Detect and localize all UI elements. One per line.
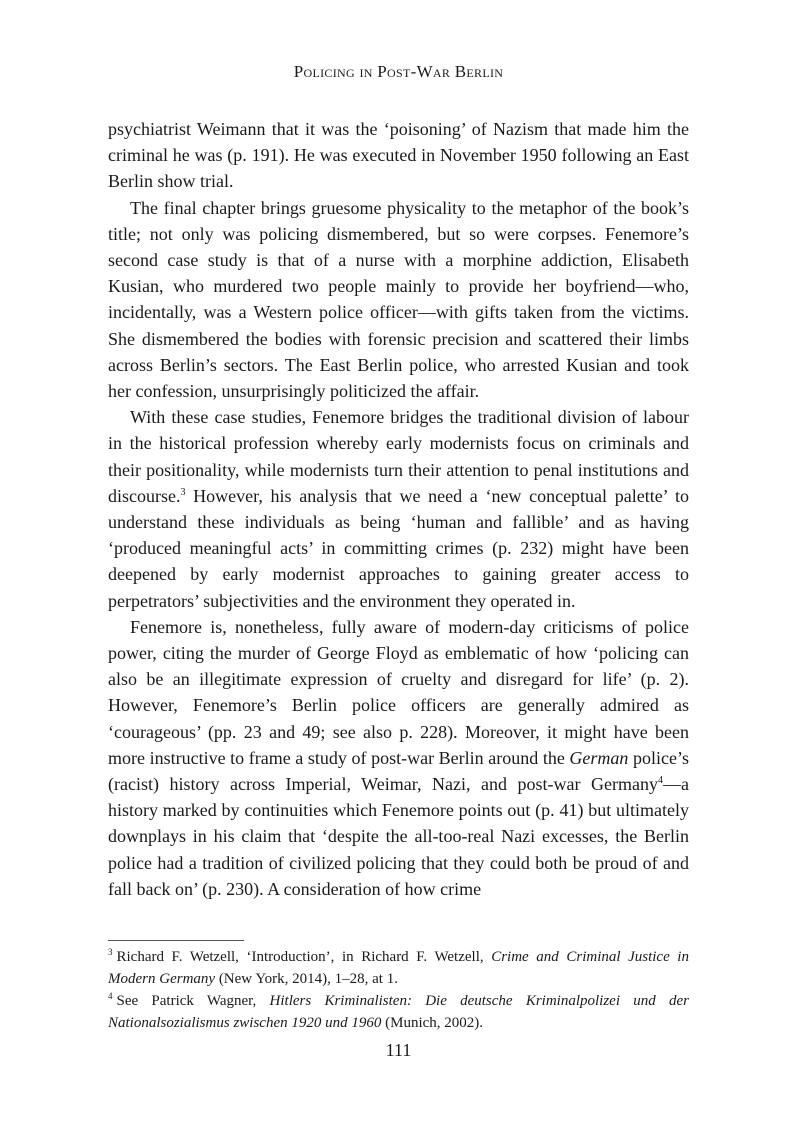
page-number: 111	[385, 1040, 412, 1060]
paragraph-2: The final chapter brings gruesome physicality to the metaphor of the book’s title; not only was policing dismembered, but so were corpses. Fenemore’s second case study is that of a nurse with a morphine addiction, Elisabeth Kusian, who murdered two people mainly to provide her boyfriend—who, incidentally, was a Western police officer—with gifts taken from the victims. She dismembered the bodies with forensic precision and scattered their limbs across Berlin’s sectors. The East Berlin police, who arrested Kusian and took her confession, unsurprisingly politicized the affair.	[108, 197, 689, 402]
footnote-4-text-b: (Munich, 2002).	[381, 1015, 484, 1031]
footnote-3-mark: 3	[108, 947, 113, 957]
footnote-divider	[108, 940, 244, 941]
footnote-4-title: Hitlers Kriminalisten: Die deutsche Kriminalpolizei und der Nationalsozialismus zwischen 1920 und 1960	[108, 993, 689, 1031]
paragraph-3-text-a: With these case studies, Fenemore bridges the traditional division of labour in the historical profession whereby early modernists focus on criminals and their positionality, while modernists turn their attention to penal institutions and discourse.	[108, 407, 689, 506]
footnote-4	[108, 990, 689, 1034]
footnote-3-text-b: (New York, 2014), 1–28, at 1.	[215, 971, 398, 987]
paragraph-4	[108, 614, 689, 902]
paragraph-3-text-b: However, his analysis that we need a ‘new conceptual palette’ to understand these individuals as being ‘human and fallible’ and as having ‘produced meaningful acts’ in committing crimes (p. 232) might have been deepened by early modernist approaches to gaining greater access to perpetrators’ subjectivities and the environment they operated in.	[108, 485, 689, 611]
footnote-3-title: Crime and Criminal Justice in Modern Germany	[108, 949, 689, 987]
footnotes	[108, 946, 689, 1034]
footnote-ref-4[interactable]: 4	[658, 775, 663, 787]
running-head: Policing in Post-War Berlin	[293, 62, 504, 81]
paragraph-4-text-c: —a history marked by continuities which Fenemore points out (p. 41) but ultimately downplays in his claim that ‘despite the all-too-real Nazi excesses, the Berlin police had a tradition of civilized policing that they could both be proud of and fall back on’ (p. 230). A consideration of how crime	[108, 774, 689, 899]
footnote-ref-3[interactable]: 3	[180, 486, 186, 498]
footnote-3-text-a: Richard F. Wetzell, ‘Introduction’, in Richard F. Wetzell,	[116, 949, 492, 965]
paragraph-3	[108, 404, 689, 614]
footnote-4-text-a: See Patrick Wagner,	[116, 993, 270, 1009]
paragraph-4-text-a: Fenemore is, nonetheless, fully aware of modern-day criticisms of police power, citing the murder of George Floyd as emblematic of how ‘policing can also be an illegitimate expression of cruelty and disregard for life’ (p. 2). However, Fenemore’s Berlin police officers are generally admired as ‘courageous’ (pp. 23 and 49; see also p. 228). Moreover, it might have been more instructive to frame a study of post-war Berlin around the	[108, 616, 689, 768]
paragraph-1: psychiatrist Weimann that it was the ‘poisoning’ of Nazism that made him the criminal he was (p. 191). He was executed in November 1950 following an East Berlin show trial.	[108, 119, 689, 192]
paragraph-4-emphasis: German	[569, 747, 629, 768]
body-text	[108, 116, 689, 902]
paragraph-4-text-b: police’s (racist) history across Imperial, Weimar, Nazi, and post-war Germany	[108, 747, 689, 795]
footnote-3	[108, 946, 689, 990]
footnote-4-mark: 4	[108, 991, 113, 1001]
